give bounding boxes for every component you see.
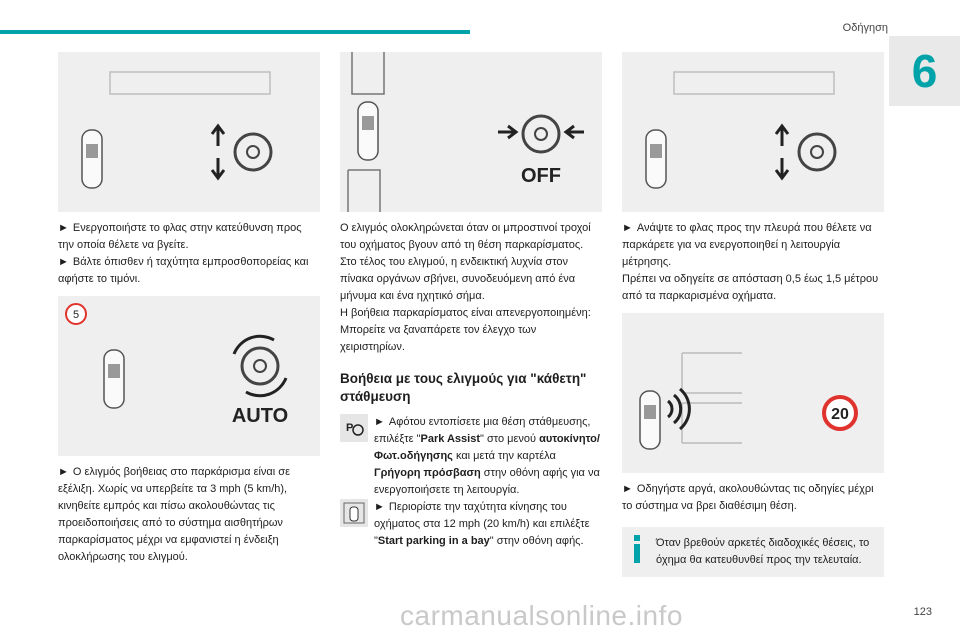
auto-label: AUTO [231, 405, 289, 427]
bullet-triangle-icon: ► [374, 501, 385, 513]
watermark: carmanualsonline.info [400, 600, 683, 631]
figure-steering-off [340, 52, 602, 212]
badge-text: 5 [72, 309, 80, 321]
parking-bay-icon [340, 499, 368, 527]
end-of-maneuver-text: Στο τέλος του ελιγμού, η ενδεικτική λυχνία στον πίνακα οργάνων σβήνει, συνοδευόμενη από ένα μήνυμα και ένα ηχητικό σήμα. [340, 256, 576, 302]
instruction-gear: ► Βάλτε όπισθεν ή ταχύτητα εμπροσθοπορείας και αφήστε το τιμόνι. [58, 256, 309, 285]
info-icon [632, 535, 642, 563]
figure-steering-indicator [58, 52, 320, 212]
distance-text: Πρέπει να οδηγείτε σε απόσταση 0,5 έως 1,5 μέτρου από τα παρκαρισμένα οχήματα. [622, 273, 879, 302]
speed-limit-text: 20 [831, 406, 849, 423]
section-heading: Βοήθεια με τους ελιγμούς για "κάθετη" στάθμευση [340, 371, 587, 404]
instruction-signal: ► Ενεργοποιήστε το φλας στην κατεύθυνση προς την οποία θέλετε να βγείτε. [58, 222, 302, 251]
column-3 [622, 52, 884, 577]
instruction-drive-slowly: ► Οδηγήστε αργά, ακολουθώντας τις οδηγίες μέχρι το σύστημα να βρει διαθέσιμη θέση. [622, 483, 874, 512]
park-assist-icon [340, 414, 368, 442]
figure-sensor-scan [622, 313, 884, 473]
maneuver-complete-text: Ο ελιγμός ολοκληρώνεται όταν οι μπροστινοί τροχοί του οχήματος βγουν από τη θέση παρκαρίσματος. [340, 222, 591, 251]
steering-indicator-illustration [58, 52, 320, 212]
chapter-number: 6 [889, 36, 960, 106]
section-title: Οδήγηση [842, 22, 888, 34]
bullet-triangle-icon: ► [58, 466, 69, 478]
sensor-scan-illustration [622, 313, 884, 473]
assist-deactivated-text: Η βοήθεια παρκαρίσματος είναι απενεργοποιημένη: Μπορείτε να ξαναπάρετε τον έλεγχο των χειριστηρίων. [340, 307, 591, 353]
auto-steering-illustration [58, 296, 320, 456]
bullet-triangle-icon: ► [374, 416, 385, 428]
off-label: OFF [521, 165, 561, 187]
bullet-triangle-icon: ► [622, 483, 633, 495]
instruction-indicator: ► Ανάψτε το φλας προς την πλευρά που θέλετε να παρκάρετε για να ενεργοποιηθεί η λειτουργία μέτρησης. [622, 222, 872, 268]
page-number: 123 [913, 606, 932, 618]
steering-off-illustration [340, 52, 602, 212]
indicator-measure-illustration [622, 52, 884, 212]
instruction-maneuver: ► Ο ελιγμός βοήθειας στο παρκάρισμα είναι σε εξέλιξη. Χωρίς να υπερβείτε τα 3 mph (5 km/h), κινηθείτε εμπρός και πίσω ακολουθώντας τις προειδοποιήσεις από το σύστημα αισθητήρων παρκαρίσματος μέχρι να εμφανιστεί η ένδειξη ολοκλήρωσης του ελιγμού. [58, 466, 290, 563]
column-1 [58, 52, 320, 566]
step-activate: P ► Αφότου εντοπίσετε μια θέση στάθμευσης, επιλέξτε "Park Assist" στο μενού αυτοκίνητο/ Φωτ.οδήγησης και μετά την καρτέλα Γρήγορη πρόσβαση στην οθόνη αφής για να ενεργοποιήσετε τη λειτουργία. [340, 414, 602, 499]
bullet-triangle-icon: ► [622, 222, 633, 234]
step-start-parking: ► Περιορίστε την ταχύτητα κίνησης του οχήματος στα 12 mph (20 km/h) και επιλέξτε "Start parking in a bay" στην οθόνη αφής. [340, 499, 602, 550]
bullet-triangle-icon: ► [58, 256, 69, 268]
info-note: Όταν βρεθούν αρκετές διαδοχικές θέσεις, το όχημα θα κατευθυνθεί προς την τελευταία. [622, 527, 884, 577]
figure-auto-steering [58, 296, 320, 456]
header-accent-bar [0, 30, 470, 34]
figure-indicator-measure [622, 52, 884, 212]
bullet-triangle-icon: ► [58, 222, 69, 234]
svg-text:P: P [346, 422, 354, 434]
column-2 [340, 52, 602, 550]
